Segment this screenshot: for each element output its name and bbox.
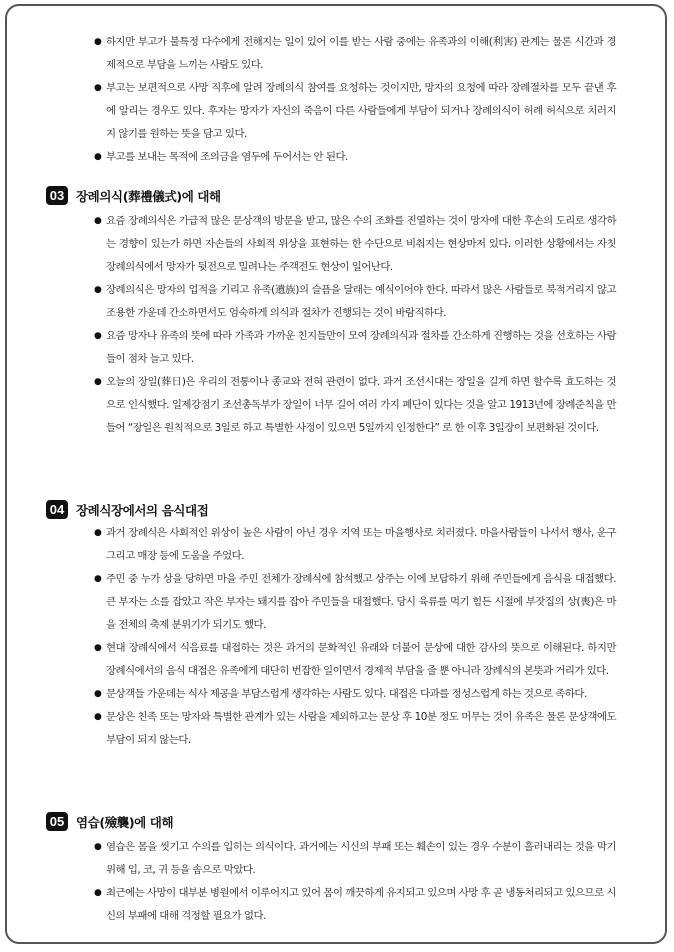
section-title: 염습(殮襲)에 대해: [76, 814, 174, 830]
section-title: 장례식장에서의 음식대접: [76, 502, 209, 518]
list-item: ● 부고를 보내는 목적에 조의금을 염두에 두어서는 안 된다.: [106, 146, 616, 169]
list-item: ● 부고는 보편적으로 사망 직후에 알려 장례의식 참여를 요청하는 것이지만, 망자의 요청에 따라 장례절차를 모두 끝낸 후에 알리는 경우도 있다. 후자는 망자가 자신의 죽음이 다른 사람들에게 부담이 되거나 장례의식이 허례 허식으로 치러지지 않기를 원하는 뜻을 담고 있다.: [106, 77, 616, 146]
list-item: ● 문상객들 가운데는 식사 제공을 부담스럽게 생각하는 사람도 있다. 대접은 다과를 정성스럽게 하는 것으로 족하다.: [106, 683, 616, 706]
section-03-heading: [46, 186, 221, 205]
list-item: ● 주민 중 누가 상을 당하면 마을 주민 전체가 장례식에 참석했고 상주는 이에 보답하기 위해 주민들에게 음식을 대접했다. 큰 부자는 소를 잡았고 작은 부자는 돼지를 잡아 주민들을 대접했다. 당시 육류를 먹기 힘든 시절에 부잣집의 상(喪)은 마을 전체의 축제 분위기가 되기도 했다.: [106, 568, 616, 637]
list-item: ● 장례의식은 망자의 업적을 기리고 유족(遺族)의 슬픔을 달래는 예식이어야 한다. 따라서 많은 사람들로 북적거리지 않고 조용한 가운데 간소하면서도 엄숙하게 의식과 절차가 진행되는 것이 바람직하다.: [106, 279, 616, 325]
section-03-list: [106, 210, 616, 440]
intro-list: [106, 31, 616, 169]
list-item: ● 최근에는 사망이 대부분 병원에서 이루어지고 있어 몸이 깨끗하게 유지되고 있으며 사망 후 곧 냉동처리되고 있으므로 시신의 부패에 대해 걱정할 필요가 없다.: [106, 882, 616, 928]
section-number-badge: 05: [46, 812, 68, 831]
list-item: ● 과거 장례식은 사회적인 위상이 높은 사람이 아닌 경우 지역 또는 마을행사로 치러졌다. 마을사람들이 나서서 행사, 운구 그리고 매장 등에 도움을 주었다.: [106, 522, 616, 568]
list-item: ● 오늘의 장일(葬日)은 우리의 전통이나 종교와 전혀 관련이 없다. 과거 조선시대는 장일을 길게 하면 할수록 효도하는 것으로 인식했다. 일제강점기 조선총독부가 장일이 너무 길어 여러 가지 폐단이 있다는 것을 알고 1913년에 장례준칙을 만들어 “장일은 원칙적으로 3일로 하고 특별한 사정이 있으면 5일까지 인정한다” 로 한 이후 3일장이 보편화된 것이다.: [106, 371, 616, 440]
list-item: ● 문상은 친족 또는 망자와 특별한 관계가 있는 사람을 제외하고는 문상 후 10분 정도 머무는 것이 유족은 물론 문상객에도 부담이 되지 않는다.: [106, 706, 616, 752]
list-item: ● 염습은 몸을 씻기고 수의를 입히는 의식이다. 과거에는 시신의 부패 또는 훼손이 있는 경우 수분이 흘러내리는 것을 막기 위해 입, 코, 귀 등을 솜으로 막았다.: [106, 836, 616, 882]
section-05-list: [106, 836, 616, 928]
section-04-heading: [46, 500, 208, 519]
list-item: ● 요즘 장례의식은 가급적 많은 문상객의 방문을 받고, 많은 수의 조화를 진열하는 것이 망자에 대한 후손의 도리로 생각하는 경향이 있는가 하면 자손들의 사회적 위상을 표현하는 한 수단으로 비춰지는 현상마저 있다. 이러한 상황에서는 자칫 장례의식에서 망자가 뒷전으로 밀려나는 주객전도 현상이 일어난다.: [106, 210, 616, 279]
list-item: ● 요즘 망자나 유족의 뜻에 따라 가족과 가까운 친지들만이 모여 장례의식과 절차를 간소하게 진행하는 것을 선호하는 사람들이 점차 늘고 있다.: [106, 325, 616, 371]
list-item: ● 하지만 부고가 불특정 다수에게 전해지는 일이 있어 이를 받는 사람 중에는 유족과의 이해(利害) 관계는 물론 시간과 경제적으로 부담을 느끼는 사람도 있다.: [106, 31, 616, 77]
section-number-badge: 03: [46, 186, 68, 205]
section-05-heading: [46, 812, 173, 831]
section-04-list: [106, 522, 616, 752]
section-title: 장례의식(葬禮儀式)에 대해: [76, 188, 221, 204]
section-number-badge: 04: [46, 500, 68, 519]
list-item: ● 현대 장례식에서 식음료를 대접하는 것은 과거의 문화적인 유래와 더불어 문상에 대한 감사의 뜻으로 이해된다. 하지만 장례식에서의 음식 대접은 유족에게 대단히 번잡한 일이면서 경제적 부담을 줄 뿐 아니라 장례식의 본뜻과 거리가 있다.: [106, 637, 616, 683]
